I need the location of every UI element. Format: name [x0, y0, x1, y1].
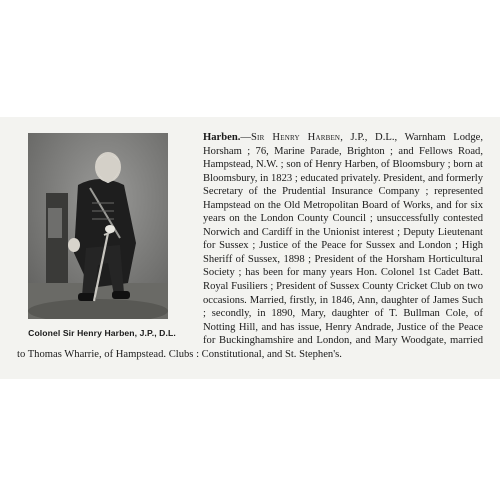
entry-text: , J.P., D.L., Warnham Lodge, Horsham ; 76, Marine Parade, Brighton ; and Fellows Road, Hampstead, N.W. ; son of Henry Harben, of Bloomsbury ; born at Bloomsbury, in 1823 ; educated privately. President, and formerly Secretary of the Prudential Insurance Company ; represented Hampstead on the Old Metropolitan Board of Works, and for six years on the London County Council ; unsuccessfully contested Norwich and Cardiff in the Unionist interest ; Deputy Lieutenant for Sussex ; Justice of the Peace for Sussex and London ; High Sheriff of Sussex, 1898 ; President of the Horsham Horticultural Society ; has been for many years Hon. Colonel 1st Cadet Batt. Royal Fusiliers ; President of Sussex County Cricket Club on two occasions. Married, firstly, in 1846, Ann, daughter of James Such ; secondly, in 1890, Mary, daughter of T. Bullman Cole, of Notting Hill, and has issue, Henry Andrade, Justice of the Peace for Buckinghamshire and London, and Mary Woodgate, married to Thomas Wharrie, of Hampstead. Clubs : Constitutional, and St. Stephen's. [17, 132, 483, 360]
portrait-caption: Colonel Sir Henry Harben, J.P., D.L. [28, 328, 176, 338]
entry-surname: Harben. [203, 132, 241, 143]
entry-name: Sir Henry Harben [250, 132, 341, 143]
photo-spacer [17, 131, 203, 347]
entry-dash: — [240, 132, 251, 143]
biography-entry [17, 131, 483, 361]
